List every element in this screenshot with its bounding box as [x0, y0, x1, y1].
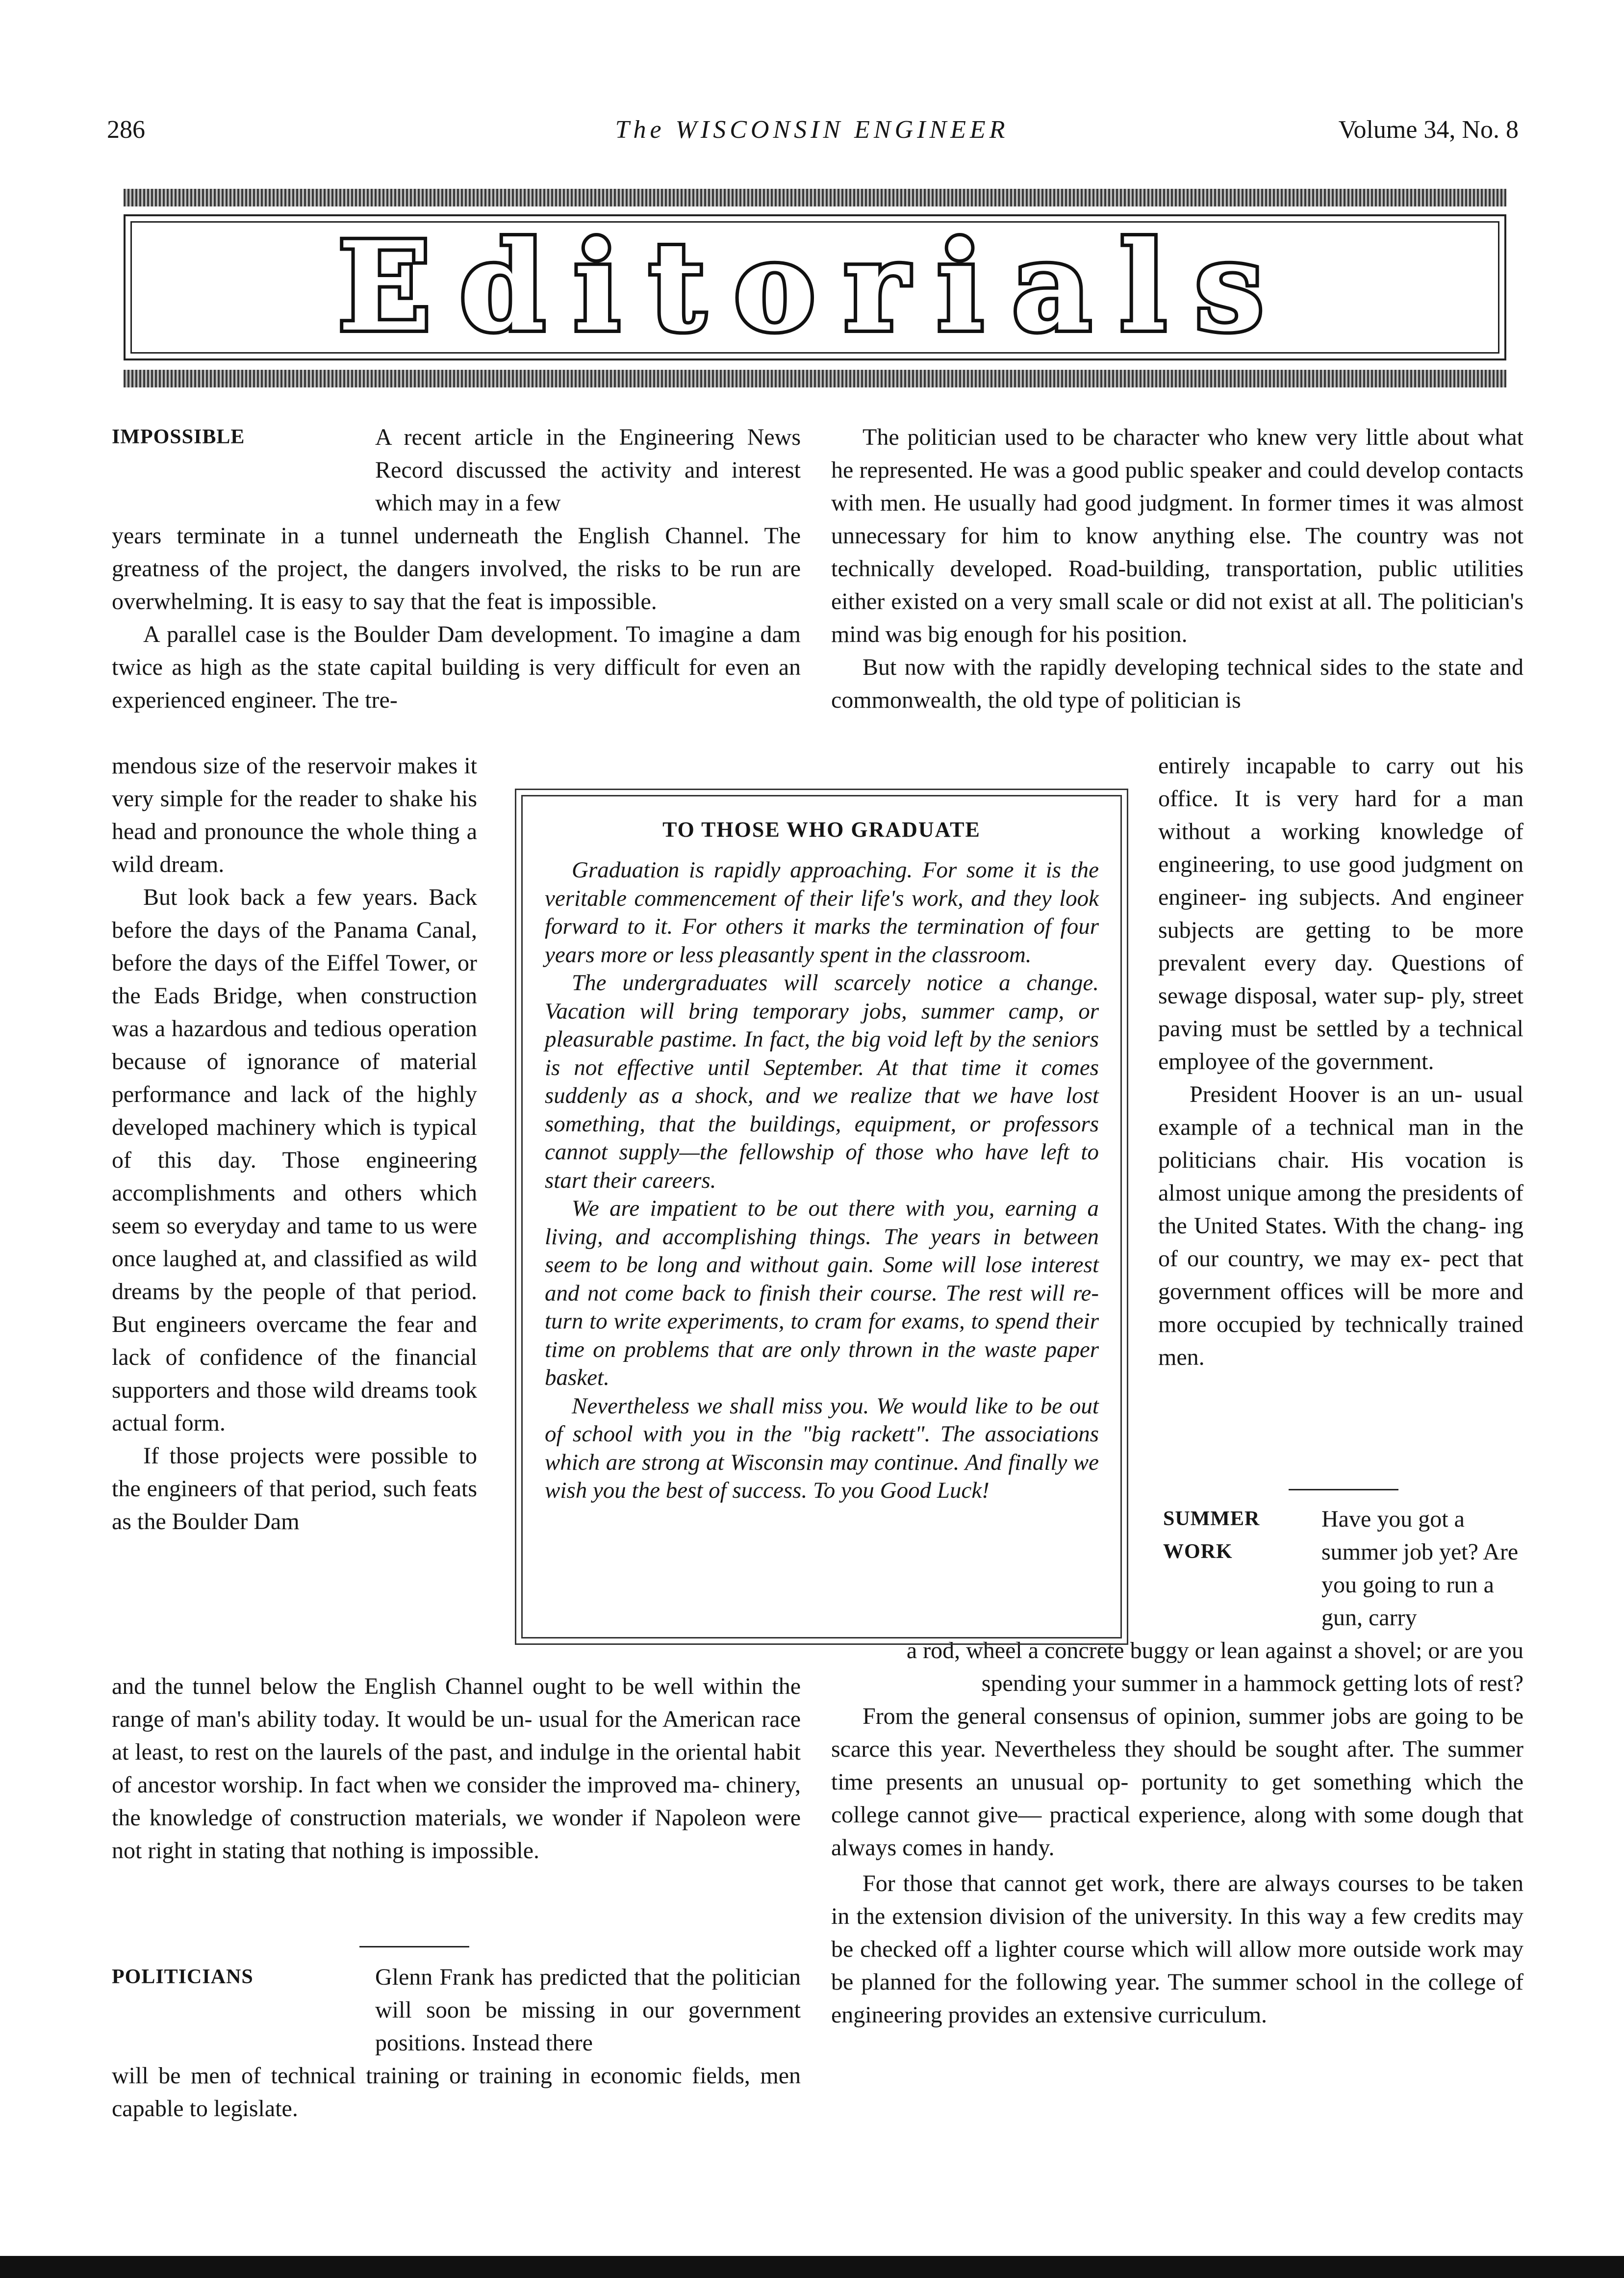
- politicians-right-column: [1158, 749, 1523, 1374]
- impossible-paragraph-2-continued: mendous size of the reservoir makes it very simple for the reader to shake his head and pronounce the whole thing a wild dream.: [112, 753, 477, 877]
- politicians-paragraph-4: President Hoover is an un- usual example of a technical man in the politicians chair. His vocation is almost unique among the presidents of the United States. With the chang- ing of our country, we may ex- pect that government offices will be more and more occupied by technically trained men.: [1158, 1081, 1523, 1370]
- summer-work-intro-text: Have you got a summer job yet? Are you going to run a gun, carry: [1321, 1506, 1519, 1631]
- section-divider: [359, 1946, 469, 1947]
- politicians-body-left: [112, 2059, 801, 2125]
- summer-work-heading-line-1: SUMMER: [1163, 1508, 1260, 1530]
- impossible-paragraph-4: If those projects were possible to the engineers of that period, such feats as the Boulder Dam: [112, 1443, 477, 1535]
- banner-top-stripe: [124, 189, 1506, 206]
- graduate-paragraph-4: Nevertheless we shall miss you. We would like to be out of school with you in the "big rackett". The associations which are strong at Wisconsin may continue. And finally we wish you the best of success. To you Good Luck!: [545, 1393, 1099, 1503]
- impossible-paragraph-4-continued: and the tunnel below the English Channel ought to be well within the range of man's ability today. It would be un- usual for the American race at least, to rest on the laurels of the past, and indulge in the oriental habit of ancestor worship. In fact when we consider the improved ma- chinery, the knowledge of construction materials, we wonder if Napoleon were not right in stating that nothing is impossible.: [112, 1673, 801, 1864]
- journal-title: The WISCONSIN ENGINEER: [615, 116, 1009, 144]
- volume-issue: Volume 34, No. 8: [1338, 116, 1519, 144]
- summer-work-paragraph-3: For those that cannot get work, there are always courses to be taken in the extension division of the university. In this way a few credits may be checked off a lighter course which will allow more outside work may be planned for the following year. The summer school in the college of engineering provides an extensive curriculum.: [831, 1870, 1523, 2028]
- politicians-paragraph-3-continued: entirely incapable to carry out his office. It is very hard for a man without a working knowledge of engineering, to use good judgment on engineer- ing subjects. And engineer subjects are getting to be more prevalent every day. Questions of sewage disposal, water sup- ply, street paving must be settled by a technical employee of the government.: [1158, 753, 1523, 1075]
- graduate-box-text: [545, 856, 1099, 1505]
- impossible-paragraph-2: A parallel case is the Boulder Dam development. To imagine a dam twice as high as the state capital building is very difficult for even an experienced engineer. The tre-: [112, 621, 801, 713]
- impossible-body-left: [112, 749, 477, 1538]
- politicians-paragraph-2: The politician used to be character who knew very little about what he represented. He was a good public speaker and could develop contacts with men. He usually had good judgment. In former times it was almost unnecessary for him to know anything else. The country was not technically developed. Road-building, transportation, public utilities either existed on a very small scale or did not exist at all. The politician's mind was big enough for his position.: [831, 424, 1523, 647]
- summer-work-heading: [1163, 1503, 1260, 1568]
- summer-work-intro: [1321, 1503, 1523, 1634]
- banner-frame: [124, 214, 1506, 360]
- impossible-paragraph-3: But look back a few years. Back before the days of the Panama Canal, before the days of the Eiffel Tower, or the Eads Bridge, when construction was a hazardous and tedious operation because of ignorance of material performance and lack of the highly developed machinery which is typical of this day. Those engineering accomplishments and others which seem so everyday and tame to us were once laughed at, and classified as wild dreams by the people of that period. But engineers overcame the fear and lack of confidence of the financial supporters and those wild dreams took actual form.: [112, 884, 477, 1436]
- graduate-paragraph-3: We are impatient to be out there with you, earning a living, and accomplishing things. The years in between seem to be long and without gain. Some will lose interest and not come back to finish their course. The rest will re- turn to write experiments, to cram for exams, to spend their time on problems that are only thrown in the waste paper basket.: [545, 1196, 1099, 1390]
- impossible-body-bottom: [112, 1670, 801, 1867]
- running-header: [0, 115, 1624, 154]
- politicians-right-top: [831, 421, 1523, 717]
- summer-work-body: [831, 1634, 1523, 2031]
- politicians-heading: POLITICIANS: [112, 1966, 254, 1988]
- politicians-paragraph-1: will be men of technical training or training in economic fields, men capable to legislate.: [112, 2063, 801, 2122]
- summer-work-intro-continued: a rod, wheel a concrete buggy or lean against a shovel; or are you spending your summer in a hammock getting lots of rest?: [906, 1638, 1523, 1696]
- impossible-intro-text: A recent article in the Engineering News Record discussed the activity and interest which may in a few: [375, 424, 801, 516]
- graduate-paragraph-2: The undergraduates will scarcely notice a change. Vacation will bring temporary jobs, summer camp, or pleasurable pastime. In fact, the big void left by the seniors is not effective until September. At that time it comes suddenly as a shock, and we realize that we have lost something, that the buildings, equipment, or professors cannot supply—the fellowship of those who have left to start their careers.: [545, 970, 1099, 1193]
- impossible-intro: [375, 421, 801, 519]
- graduate-box-title: TO THOSE WHO GRADUATE: [662, 818, 981, 842]
- banner-title: Editorials: [337, 214, 1293, 358]
- editorials-banner: [124, 189, 1506, 387]
- page-number: 286: [107, 116, 145, 144]
- impossible-heading: IMPOSSIBLE: [112, 426, 245, 448]
- scan-bottom-edge: [0, 2256, 1624, 2278]
- impossible-paragraph-1: years terminate in a tunnel underneath the English Channel. The greatness of the project, the dangers involved, the risks to be run are overwhelming. It is easy to say that the feat is impossible.: [112, 523, 801, 614]
- summer-work-paragraph-2: From the general consensus of opinion, summer jobs are going to be scarce this year. Nevertheless they should be sought after. The summer time presents an unusual op- portunity to get something which the college cannot give— practical experience, along with some dough that always comes in handy.: [831, 1703, 1523, 1861]
- graduate-paragraph-1: Graduation is rapidly approaching. For some it is the veritable commencement of their life's work, and they look forward to it. For others it marks the termination of four years more or less pleasantly spent in the classroom.: [545, 857, 1099, 968]
- section-divider-right: [1289, 1489, 1398, 1490]
- politicians-intro-text: Glenn Frank has predicted that the politician will soon be missing in our government positions. Instead there: [375, 1964, 801, 2056]
- impossible-body-top: [112, 519, 801, 717]
- politicians-paragraph-3: But now with the rapidly developing technical sides to the state and commonwealth, the old type of politician is: [831, 654, 1523, 713]
- politicians-intro: [375, 1961, 801, 2059]
- summer-work-heading-line-2: WORK: [1163, 1540, 1233, 1563]
- banner-bottom-stripe: [124, 370, 1506, 387]
- graduate-box: [515, 789, 1128, 1645]
